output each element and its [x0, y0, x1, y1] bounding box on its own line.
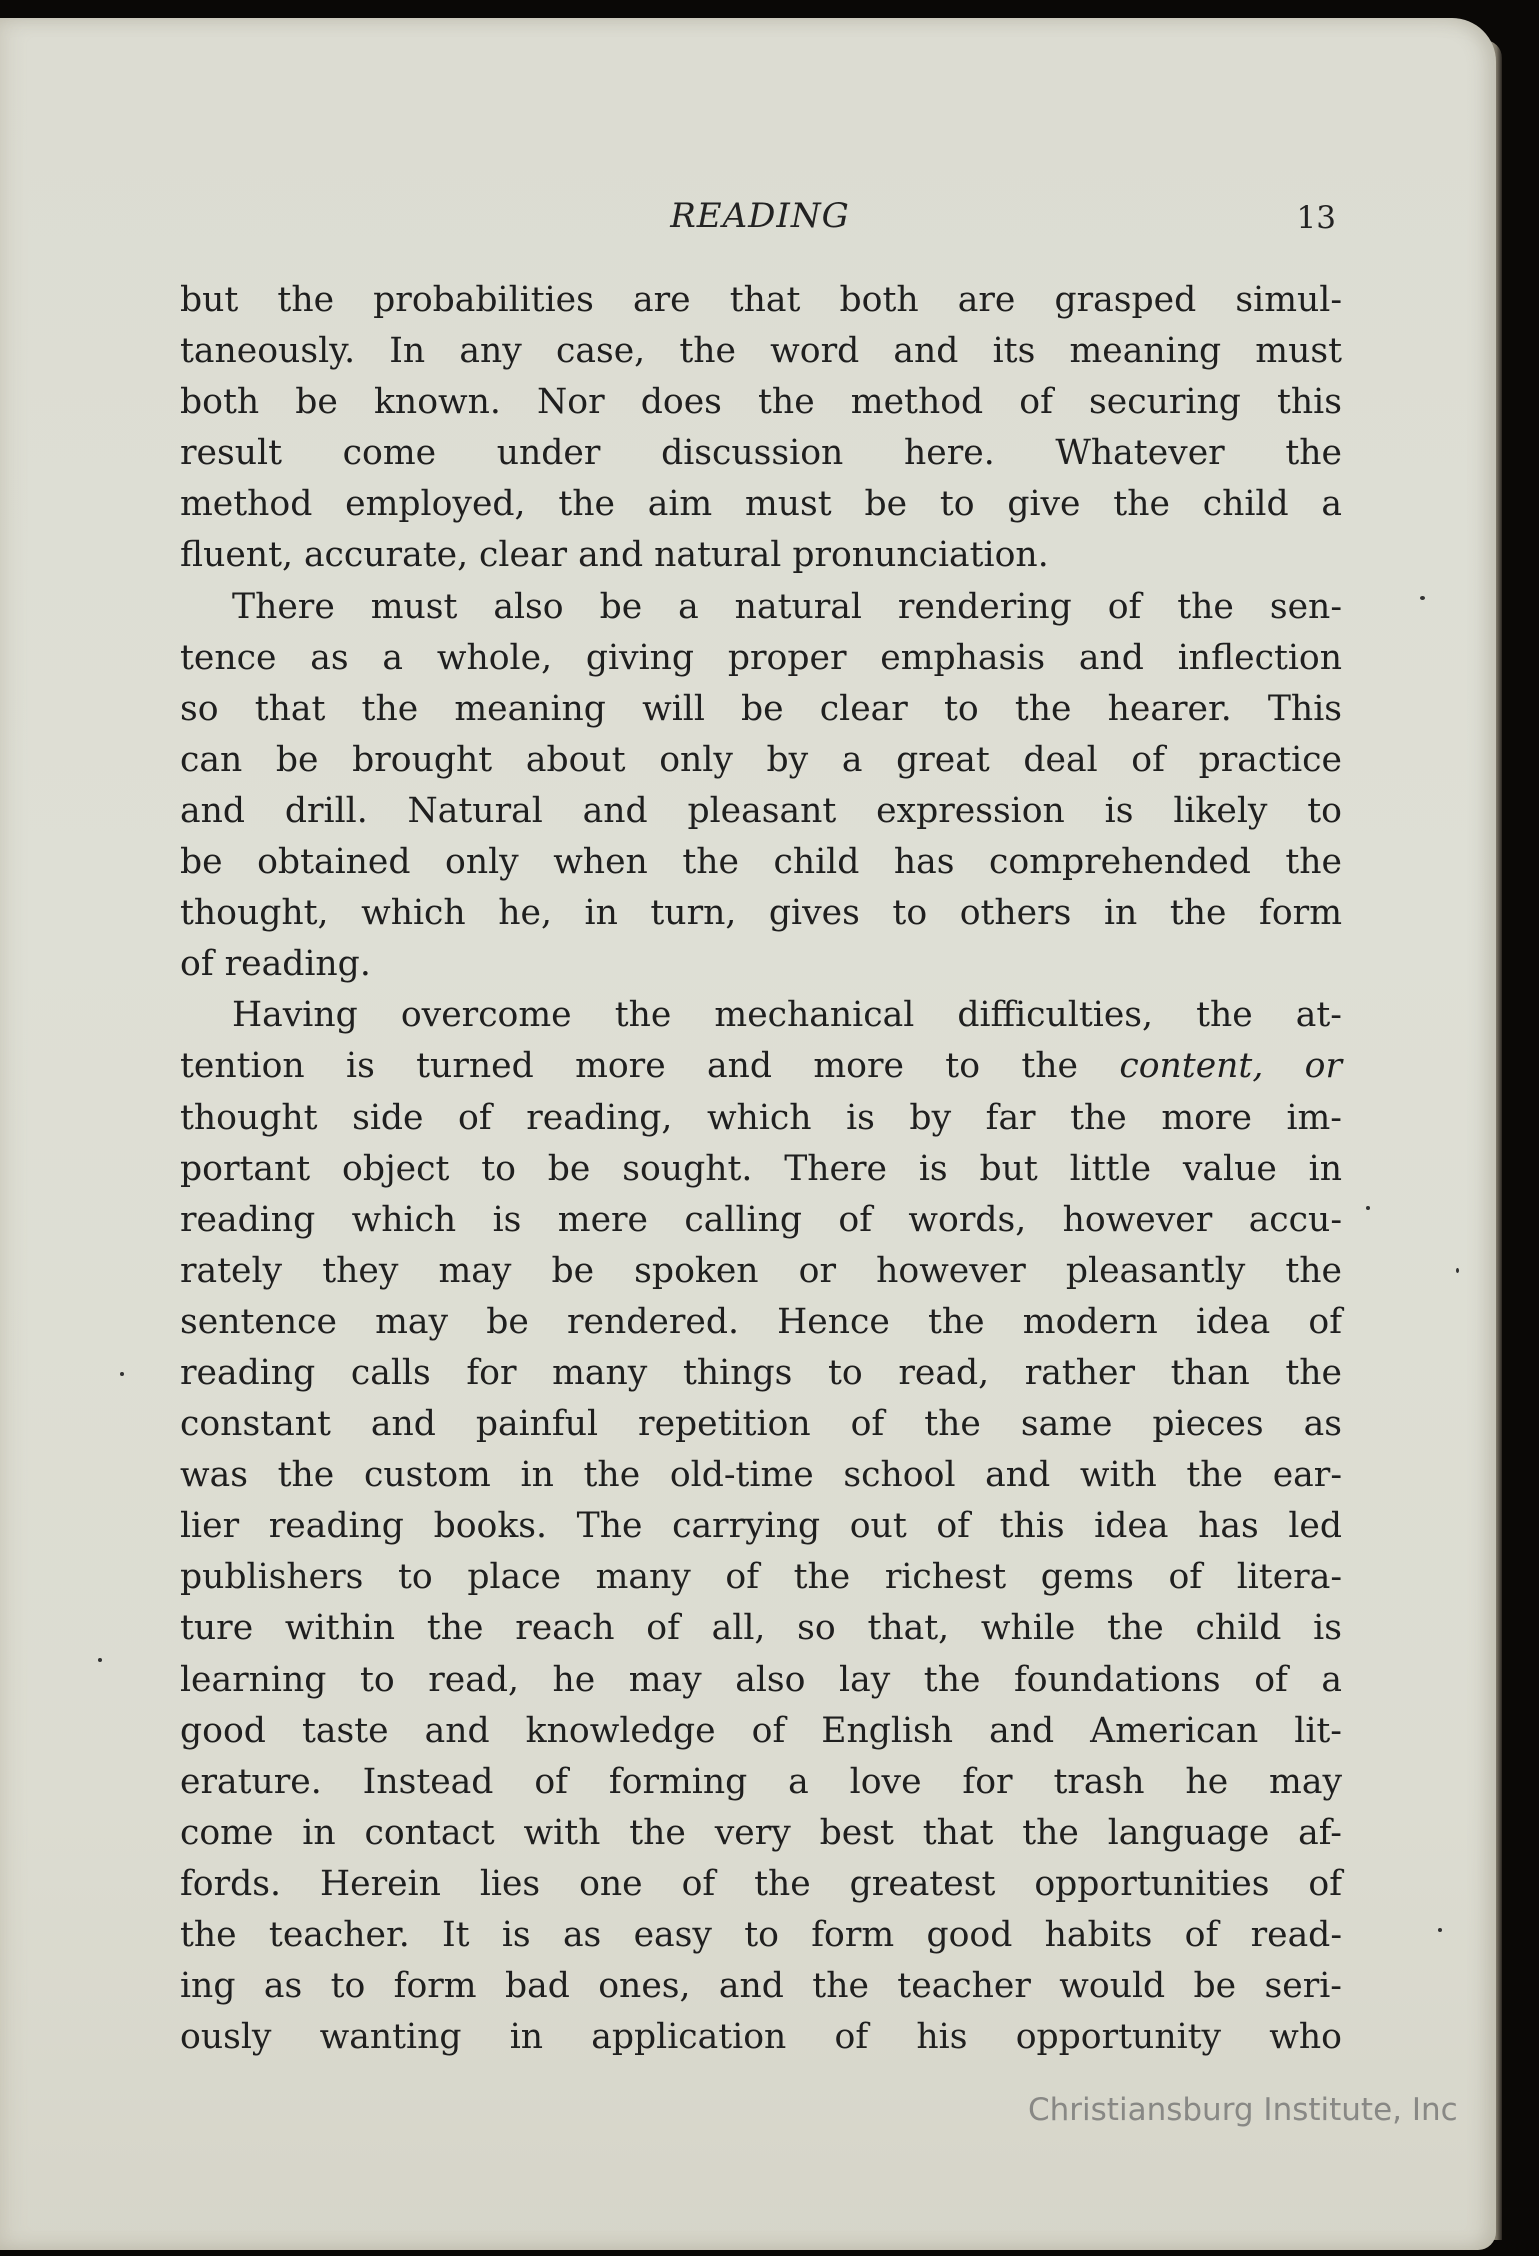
text-line: lier reading books. The carrying out of this idea has led [180, 1506, 1342, 1547]
emphasis-text: content, or [1119, 1046, 1343, 1087]
text-line: Having overcome the mechanical difficulties, the at- [232, 995, 1342, 1036]
paragraph-3 [180, 990, 1342, 2063]
body-text [180, 275, 1342, 2063]
text-line: but the probabilities are that both are grasped simul- [180, 280, 1342, 320]
text-line: result come under discussion here. Whatever the [180, 433, 1342, 474]
text-line: can be brought about only by a great deal of practice [180, 739, 1342, 780]
text-line: rately they may be spoken or however pleasantly the [180, 1250, 1342, 1291]
text-line: so that the meaning will be clear to the hearer. This [180, 688, 1342, 729]
text-line: ing as to form bad ones, and the teacher would be seri- [180, 1966, 1342, 2007]
text-line: of reading. [180, 944, 371, 985]
text-line: tention is turned more and more to the content, or [180, 1046, 1343, 1087]
ink-speck [1420, 596, 1425, 600]
page-number: 13 [1296, 200, 1336, 236]
text-line: There must also be a natural rendering of the sen- [232, 586, 1342, 627]
paragraph-1 [180, 275, 1342, 582]
text-line: was the custom in the old-time school and with the ear- [180, 1455, 1342, 1496]
text-line: thought, which he, in turn, gives to others in the form [180, 893, 1342, 934]
text-line: fords. Herein lies one of the greatest opportunities of [180, 1863, 1342, 1904]
ink-speck [1366, 1206, 1370, 1210]
running-header [180, 196, 1340, 246]
text-line: taneously. In any case, the word and its meaning must [180, 331, 1342, 372]
text-line: method employed, the aim must be to give the child a [180, 484, 1342, 525]
text-line: the teacher. It is as easy to form good habits of read- [180, 1915, 1342, 1955]
text-line: and drill. Natural and pleasant expression is likely to [180, 790, 1342, 831]
text-line: ture within the reach of all, so that, while the child is [180, 1608, 1342, 1649]
text-line: publishers to place many of the richest gems of litera- [180, 1557, 1342, 1598]
text-line: portant object to be sought. There is but little value in [180, 1148, 1342, 1189]
ink-speck [1438, 1928, 1442, 1932]
paragraph-2 [180, 582, 1342, 991]
book-page [0, 18, 1496, 2250]
text-line: sentence may be rendered. Hence the modern idea of [180, 1301, 1342, 1342]
text-line: be obtained only when the child has comprehended the [180, 842, 1342, 883]
text-line: both be known. Nor does the method of securing this [180, 382, 1342, 423]
ink-speck [120, 1372, 124, 1376]
ink-speck [98, 1658, 102, 1662]
text-line: learning to read, he may also lay the foundations of a [180, 1659, 1342, 1700]
text-line: reading which is mere calling of words, however accu- [180, 1199, 1342, 1240]
text-line: come in contact with the very best that the language af- [180, 1812, 1342, 1853]
text-line: reading calls for many things to read, rather than the [180, 1352, 1342, 1393]
running-title: READING [670, 196, 850, 236]
text-line: erature. Instead of forming a love for trash he may [180, 1761, 1342, 1802]
watermark: Christiansburg Institute, Inc [1028, 2092, 1458, 2128]
text-line: fluent, accurate, clear and natural pronunciation. [180, 535, 1049, 576]
text-line: thought side of reading, which is by far the more im- [180, 1097, 1342, 1138]
text-line: ously wanting in application of his opportunity who [180, 2017, 1342, 2058]
text-line: constant and painful repetition of the same pieces as [180, 1404, 1342, 1445]
text-line: good taste and knowledge of English and American lit- [180, 1710, 1342, 1751]
ink-speck [1456, 1268, 1459, 1273]
text-line: tence as a whole, giving proper emphasis and inflection [180, 637, 1342, 678]
